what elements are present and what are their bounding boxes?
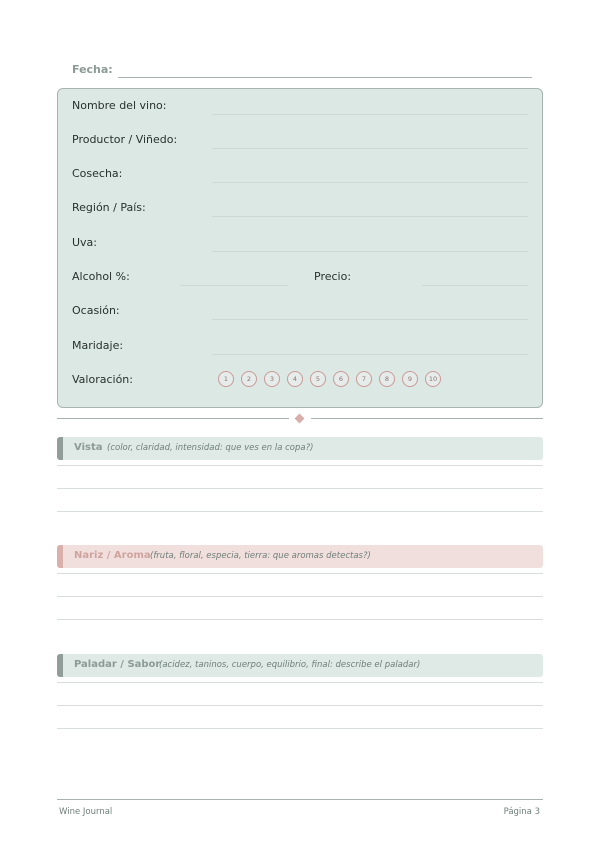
page-number: Página 3 [503,807,540,817]
field-pairing [72,337,528,359]
writing-line[interactable] [57,619,543,620]
field-label: Uva: [72,236,98,249]
field-label: Cosecha: [72,167,123,180]
wine-info-card [57,88,543,408]
field-alcohol-price [72,268,528,290]
date-label: Fecha: [72,63,113,76]
writing-line[interactable] [57,705,543,706]
writing-line[interactable] [57,682,543,683]
field-wine-name [72,97,528,119]
field-label: Nombre del vino: [72,99,167,112]
price-label: Precio: [314,270,352,283]
section-title: Paladar / Sabor [74,659,161,670]
footer-divider [57,799,543,800]
writing-line[interactable] [57,511,543,512]
write-line[interactable] [212,148,528,149]
section-accent-bar [57,545,63,568]
writing-line[interactable] [57,488,543,489]
rating-option-7[interactable]: 7 [356,371,372,387]
write-line[interactable] [212,354,528,355]
rating-option-10[interactable]: 10 [425,371,441,387]
footer-title: Wine Journal [59,807,113,817]
divider-right [311,418,543,419]
section-title: Vista [74,442,103,453]
section-accent-bar [57,437,63,460]
date-write-line[interactable] [118,77,532,78]
alcohol-write-line[interactable] [180,285,288,286]
write-line[interactable] [212,251,528,252]
rating-option-8[interactable]: 8 [379,371,395,387]
field-label: Productor / Viñedo: [72,133,178,146]
rating-label: Valoración: [72,373,133,386]
diamond-ornament-icon [295,414,305,424]
section-title: Nariz / Aroma [74,550,151,561]
section-hint: (color, claridad, intensidad: que ves en la copa?) [107,443,314,453]
rating-option-2[interactable]: 2 [241,371,257,387]
rating-option-3[interactable]: 3 [264,371,280,387]
field-rating [72,371,528,393]
section-accent-bar [57,654,63,677]
price-write-line[interactable] [422,285,528,286]
section-paladar-header [57,654,543,677]
write-line[interactable] [212,216,528,217]
rating-option-6[interactable]: 6 [333,371,349,387]
write-line[interactable] [212,319,528,320]
rating-option-4[interactable]: 4 [287,371,303,387]
field-grape [72,234,528,256]
writing-line[interactable] [57,596,543,597]
writing-line[interactable] [57,728,543,729]
rating-option-5[interactable]: 5 [310,371,326,387]
section-hint: (acidez, taninos, cuerpo, equilibrio, final: describe el paladar) [159,660,421,670]
rating-option-9[interactable]: 9 [402,371,418,387]
date-field [72,63,532,81]
writing-line[interactable] [57,573,543,574]
write-line[interactable] [212,182,528,183]
field-vintage [72,165,528,187]
field-occasion [72,302,528,324]
field-producer [72,131,528,153]
field-label: Alcohol %: [72,270,130,283]
write-line[interactable] [212,114,528,115]
field-label: Ocasión: [72,304,120,317]
field-label: Maridaje: [72,339,124,352]
section-nariz-header [57,545,543,568]
writing-line[interactable] [57,465,543,466]
field-region [72,199,528,221]
section-vista-header [57,437,543,460]
field-label: Región / País: [72,201,146,214]
section-hint: (fruta, floral, especia, tierra: que aromas detectas?) [150,551,371,561]
rating-option-1[interactable]: 1 [218,371,234,387]
divider-left [57,418,289,419]
